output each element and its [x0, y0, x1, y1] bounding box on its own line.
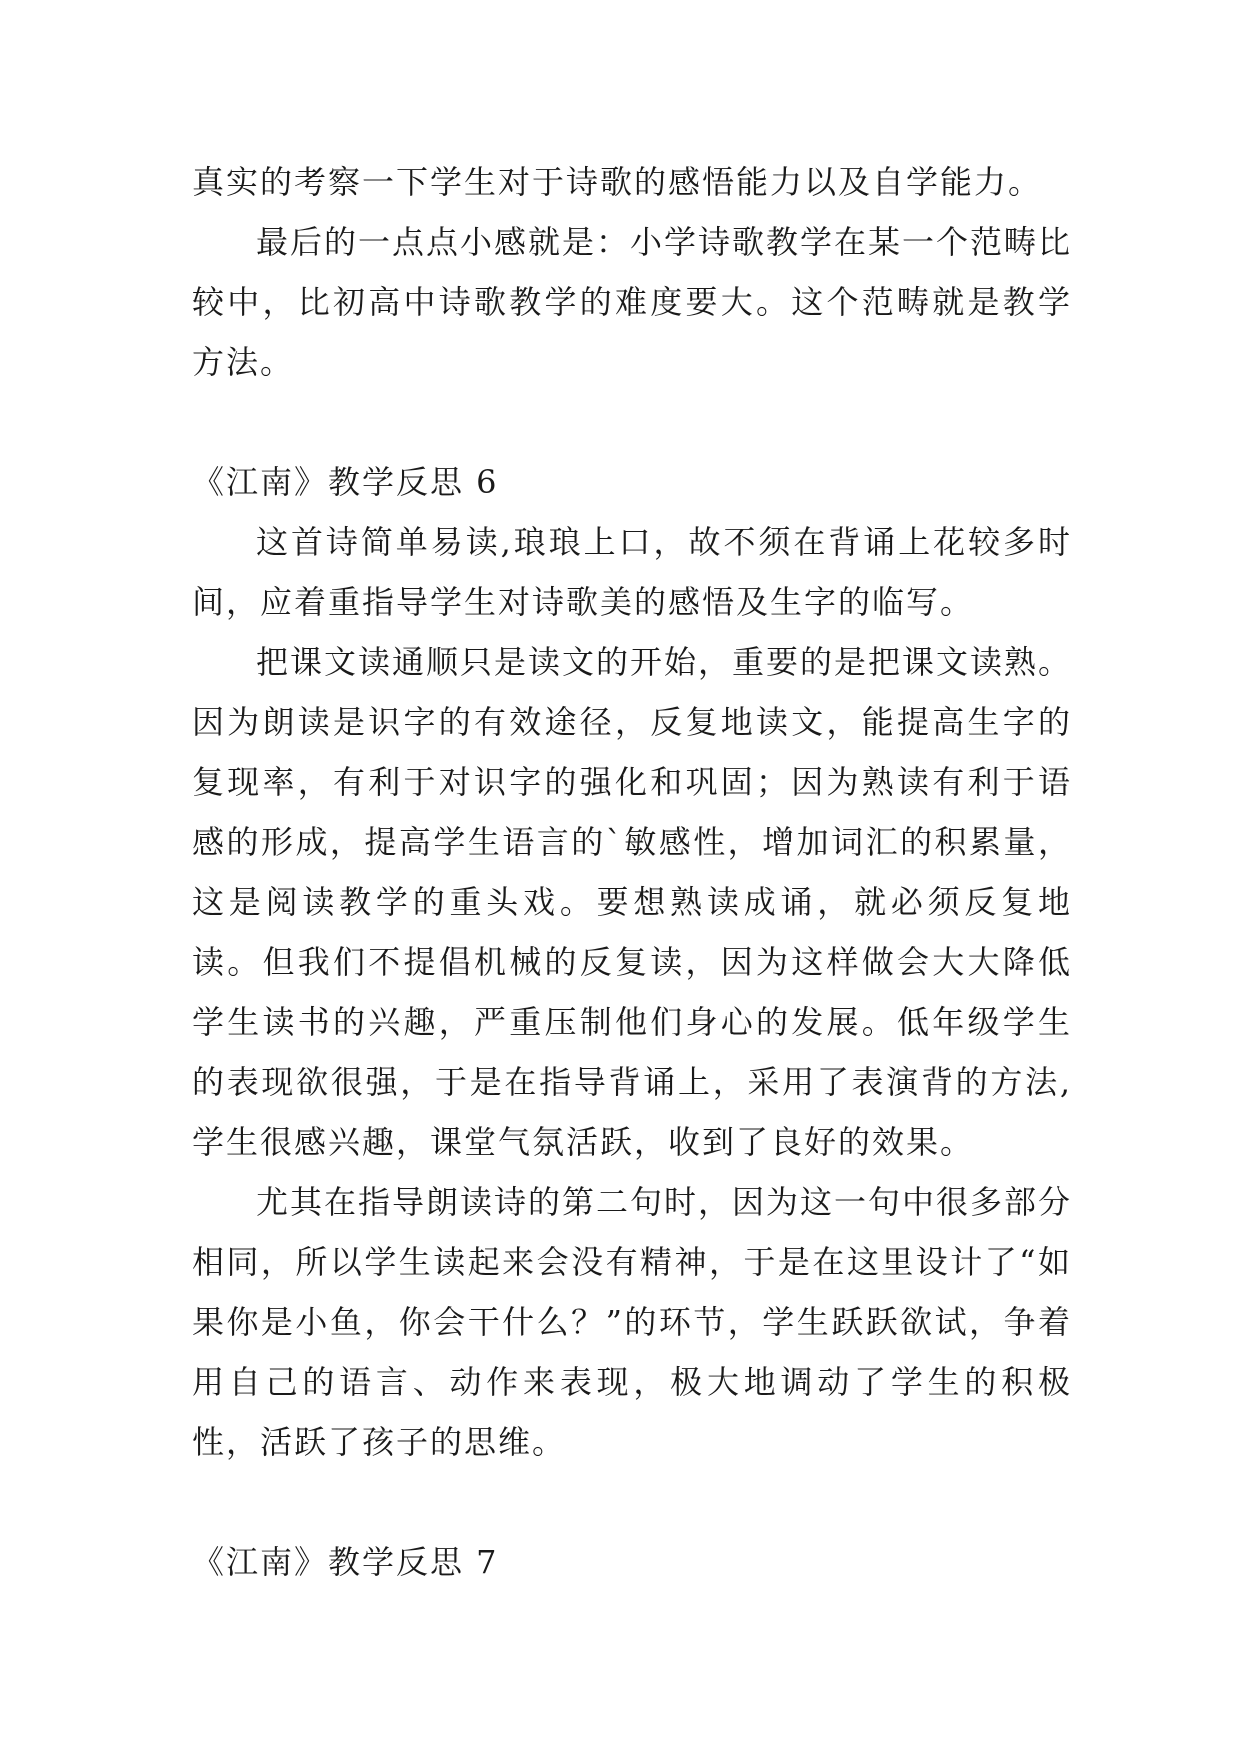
section-gap: [192, 392, 1072, 452]
paragraph-last-point: 最后的一点点小感就是：小学诗歌教学在某一个范畴比较中，比初高中诗歌教学的难度要大。这个范畴就是教学方法。: [192, 223, 1073, 381]
document-body: [192, 152, 1072, 1592]
section-6-paragraph-2: 把课文读通顺只是读文的开始，重要的是把课文读熟。因为朗读是识字的有效途径，反复地读文，能提高生字的复现率，有利于对识字的强化和巩固；因为熟读有利于语感的形成，提高学生语言的`敏感性，增加词汇的积累量，这是阅读教学的重头戏。要想熟读成诵，就必须反复地读。但我们不提倡机械的反复读，因为这样做会大大降低学生读书的兴趣，严重压制他们身心的发展。低年级学生的表现欲很强，于是在指导背诵上，采用了表演背的方法,学生很感兴趣，课堂气氛活跃，收到了良好的效果。: [192, 643, 1073, 1161]
section-6-paragraph-3: 尤其在指导朗读诗的第二句时，因为这一句中很多部分相同，所以学生读起来会没有精神，于是在这里设计了“如果你是小鱼，你会干什么？”的环节，学生跃跃欲试，争着用自己的语言、动作来表现，极大地调动了学生的积极性，活跃了孩子的思维。: [192, 1183, 1073, 1461]
section-6-paragraph-1: 这首诗简单易读,琅琅上口，故不须在背诵上花较多时间，应着重指导学生对诗歌美的感悟及生字的临写。: [192, 523, 1072, 621]
paragraph-continued: 真实的考察一下学生对于诗歌的感悟能力以及自学能力。: [192, 163, 1043, 201]
section-6-title: 《江南》教学反思 6: [192, 463, 499, 501]
section-gap: [192, 1472, 1072, 1532]
section-7-title: 《江南》教学反思 7: [192, 1543, 499, 1581]
